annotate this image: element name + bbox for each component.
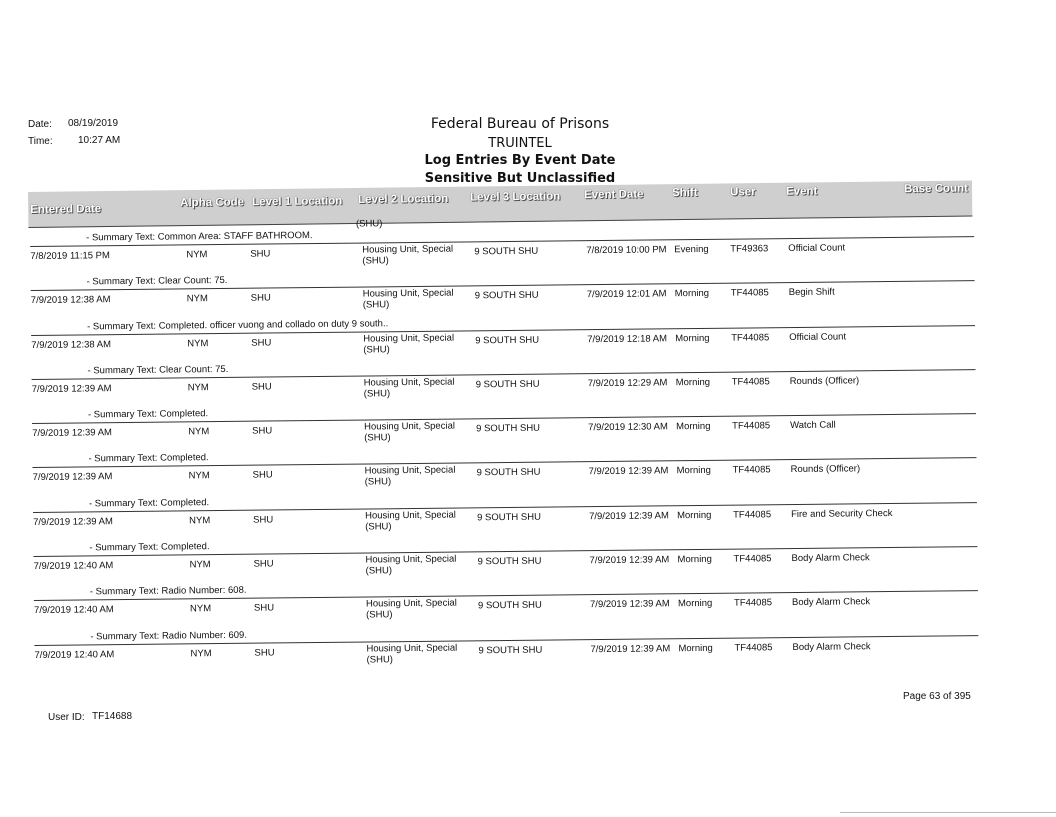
summary-text: - Summary Text: Radio Number: 608. bbox=[89, 585, 247, 598]
user: TF49363 bbox=[730, 243, 769, 255]
alpha-code: NYM bbox=[186, 293, 208, 305]
level2-location: Housing Unit, Special (SHU) bbox=[362, 243, 454, 267]
level1-location: SHU bbox=[254, 647, 275, 659]
event-date: 7/9/2019 12:39 AM bbox=[588, 465, 669, 478]
summary-text: - Summary Text: Radio Number: 609. bbox=[90, 629, 247, 643]
level1-location: SHU bbox=[253, 514, 274, 526]
level1-location: SHU bbox=[251, 381, 272, 393]
user-id-value: TF14688 bbox=[92, 711, 133, 722]
user: TF44085 bbox=[732, 464, 771, 477]
time-value: 10:27 AM bbox=[78, 135, 121, 146]
level3-location: 9 SOUTH SHU bbox=[474, 245, 539, 258]
level2-location: Housing Unit, Special (SHU) bbox=[364, 509, 456, 533]
alpha-code: NYM bbox=[189, 603, 212, 615]
col-entered-date: Entered Date bbox=[30, 203, 102, 216]
level1-location: SHU bbox=[252, 425, 273, 437]
level3-location: 9 SOUTH SHU bbox=[476, 467, 541, 479]
event-date: 7/9/2019 12:39 AM bbox=[589, 598, 670, 611]
event: Body Alarm Check bbox=[792, 640, 871, 653]
level2-location: Housing Unit, Special (SHU) bbox=[365, 597, 457, 621]
report-org-title: Federal Bureau of Prisons bbox=[430, 116, 610, 132]
level1-location: SHU bbox=[250, 248, 271, 260]
level2-location: Housing Unit, Special (SHU) bbox=[362, 287, 454, 311]
summary-text: - Summary Text: Clear Count: 75. bbox=[86, 275, 228, 288]
user: TF44085 bbox=[733, 553, 772, 565]
summary-text: - Summary Text: Clear Count: 75. bbox=[87, 363, 229, 377]
event-date: 7/9/2019 12:18 AM bbox=[587, 332, 668, 345]
entered-date: 7/9/2019 12:40 AM bbox=[34, 648, 115, 661]
shift: Morning bbox=[677, 553, 712, 566]
event-date: 7/9/2019 12:39 AM bbox=[589, 510, 669, 522]
level2-location: Housing Unit, Special (SHU) bbox=[365, 553, 457, 577]
user: TF44085 bbox=[731, 331, 770, 344]
summary-text: - Summary Text: Completed. officer vuong and collado on duty 9 south.. bbox=[86, 317, 389, 333]
col-event: Event bbox=[785, 185, 818, 198]
event-date: 7/9/2019 12:01 AM bbox=[586, 288, 667, 301]
level3-location: 9 SOUTH SHU bbox=[478, 644, 543, 656]
shift: Morning bbox=[676, 421, 711, 433]
level1-location: SHU bbox=[253, 558, 274, 570]
entered-date: 7/9/2019 12:38 AM bbox=[30, 294, 111, 307]
alpha-code: NYM bbox=[189, 514, 211, 527]
col-level3: Level 3 Location bbox=[470, 190, 561, 204]
shift: Morning bbox=[676, 465, 711, 477]
event: Body Alarm Check bbox=[791, 596, 871, 609]
date-value: 08/19/2019 bbox=[68, 118, 119, 129]
user: TF44085 bbox=[731, 376, 770, 388]
col-user: User bbox=[729, 186, 756, 199]
event: Fire and Security Check bbox=[791, 507, 893, 520]
shift: Morning bbox=[674, 288, 710, 300]
event-date: 7/9/2019 12:39 AM bbox=[589, 554, 670, 567]
event: Rounds (Officer) bbox=[789, 375, 860, 387]
alpha-code: NYM bbox=[190, 647, 212, 660]
entered-date: 7/9/2019 12:40 AM bbox=[33, 604, 114, 617]
entered-date: 7/9/2019 12:39 AM bbox=[33, 515, 113, 528]
level2-location: Housing Unit, Special (SHU) bbox=[364, 465, 456, 488]
event: Body Alarm Check bbox=[791, 552, 870, 565]
entered-date: 7/9/2019 12:40 AM bbox=[33, 560, 114, 573]
user: TF44085 bbox=[733, 509, 772, 521]
summary-text: - Summary Text: Completed. bbox=[87, 408, 209, 421]
table-row bbox=[34, 615, 978, 669]
level3-location: 9 SOUTH SHU bbox=[475, 334, 540, 346]
entered-date: 7/8/2019 11:15 PM bbox=[30, 250, 110, 262]
continued-level2: (SHU) bbox=[355, 218, 383, 230]
user: TF44085 bbox=[730, 287, 769, 299]
shift: Morning bbox=[677, 598, 713, 610]
summary-text: - Summary Text: Common Area: STAFF BATHROOM. bbox=[86, 230, 313, 244]
event: Rounds (Officer) bbox=[790, 463, 861, 476]
event-date: 7/9/2019 12:30 AM bbox=[588, 421, 668, 434]
shift: Morning bbox=[677, 509, 712, 522]
shift: Morning bbox=[675, 332, 710, 344]
shift: Morning bbox=[675, 376, 711, 389]
level3-location: 9 SOUTH SHU bbox=[477, 555, 542, 568]
log-table bbox=[30, 216, 979, 669]
summary-text: - Summary Text: Completed. bbox=[89, 541, 210, 554]
level1-location: SHU bbox=[253, 602, 275, 615]
shift: Morning bbox=[678, 642, 713, 654]
level3-location: 9 SOUTH SHU bbox=[476, 422, 541, 435]
level2-location: Housing Unit, Special (SHU) bbox=[363, 376, 455, 400]
entered-date: 7/9/2019 12:39 AM bbox=[32, 471, 113, 484]
user: TF44085 bbox=[732, 420, 771, 432]
col-shift: Shift bbox=[671, 186, 698, 200]
level3-location: 9 SOUTH SHU bbox=[474, 289, 539, 302]
shift: Evening bbox=[674, 243, 709, 256]
entered-date: 7/9/2019 12:39 AM bbox=[32, 427, 112, 440]
event: Official Count bbox=[789, 331, 847, 343]
event-date: 7/9/2019 12:29 AM bbox=[587, 377, 668, 390]
date-label: Date: bbox=[28, 119, 52, 130]
user: TF44085 bbox=[734, 641, 773, 654]
level2-location: Housing Unit, Special (SHU) bbox=[364, 420, 456, 444]
report-classification: Sensitive But Unclassified bbox=[424, 171, 616, 186]
entered-date: 7/9/2019 12:39 AM bbox=[31, 383, 112, 395]
user-id-label: User ID: bbox=[48, 712, 85, 723]
report-name-title: Log Entries By Event Date bbox=[424, 153, 616, 168]
summary-text: - Summary Text: Completed. bbox=[88, 452, 209, 465]
level3-location: 9 SOUTH SHU bbox=[475, 378, 540, 391]
user: TF44085 bbox=[733, 597, 773, 610]
event: Begin Shift bbox=[788, 286, 835, 299]
time-label: Time: bbox=[28, 136, 53, 147]
col-level2: Level 2 Location bbox=[358, 192, 449, 206]
level3-location: 9 SOUTH SHU bbox=[477, 600, 542, 612]
event-date: 7/9/2019 12:39 AM bbox=[590, 642, 671, 655]
alpha-code: NYM bbox=[189, 559, 211, 571]
level1-location: SHU bbox=[252, 469, 273, 482]
col-alpha-code: Alpha Code bbox=[180, 196, 245, 210]
entered-date: 7/9/2019 12:38 AM bbox=[31, 338, 112, 351]
report-system-title: TRUINTEL bbox=[488, 136, 552, 151]
event: Watch Call bbox=[790, 419, 836, 432]
alpha-code: NYM bbox=[187, 337, 209, 349]
alpha-code: NYM bbox=[187, 382, 209, 394]
alpha-code: NYM bbox=[186, 249, 208, 261]
level2-location: Housing Unit, Special (SHU) bbox=[363, 332, 455, 356]
summary-text: - Summary Text: Completed. bbox=[88, 496, 210, 510]
alpha-code: NYM bbox=[188, 426, 210, 438]
alpha-code: NYM bbox=[188, 470, 210, 482]
level2-location: Housing Unit, Special (SHU) bbox=[366, 642, 458, 666]
level1-location: SHU bbox=[251, 337, 272, 349]
level3-location: 9 SOUTH SHU bbox=[477, 511, 542, 524]
scan-edge-line bbox=[840, 812, 1056, 813]
page-number: Page 63 of 395 bbox=[903, 691, 971, 702]
col-base-count: Base Count bbox=[903, 182, 969, 196]
level1-location: SHU bbox=[250, 292, 271, 304]
col-event-date: Event Date bbox=[584, 188, 644, 202]
event-date: 7/8/2019 10:00 PM bbox=[586, 244, 667, 257]
event: Official Count bbox=[788, 242, 846, 255]
col-level1: Level 1 Location bbox=[252, 195, 343, 209]
